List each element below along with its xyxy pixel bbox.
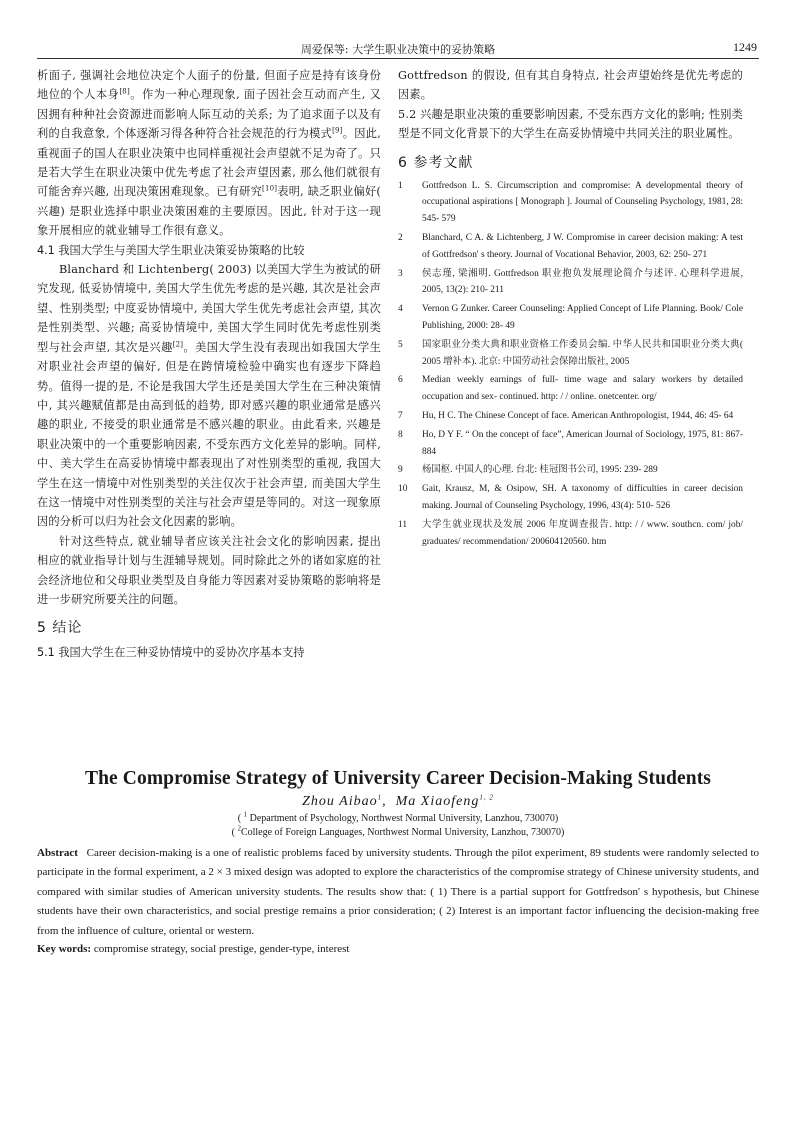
reference-item: 11 大学生就业现状及发展 2006 年度调查报告. http: / / www. southcn. com/ job/ graduates/ recommendation/ 200604120560. htm: [398, 519, 743, 547]
reference-list: [398, 178, 743, 551]
paragraph-face: 析面子, 强调社会地位决定个人面子的份量, 但面子应是持有该身份地位的个人本身[8]。作为一种心理现象, 面子因社会互动而产生, 又因拥有种种社会资源进而影响人际互动的关系; 为了追求面子以及有利的自我意象, 个体逐渐习得各种符合社会规范的行为模式[9]。因此, 重视面子的国人在职业决策中也同样重视社会声望就不足为奇了。只是若大学生在职业决策中优先考虑了社会声望因素, 那么他们就很有可能舍弃兴趣, 出现决策困难现象。已有研究[10]表明, 缺乏职业偏好( 兴趣) 是职业选择中职业决策困难的主要原因。因此, 针对于这一现象开展相应的就业辅导工作很有意义。: [37, 69, 382, 238]
subsection-5-2: 5.2 兴趣是职业决策的重要影响因素, 不受东西方文化的影响; 性别类型是不同文化背景下的大学生在高妥协情境中共同关注的职业属性。: [398, 107, 743, 141]
citation-10[interactable]: [10]: [262, 184, 278, 193]
reference-item: 8 Ho, D Y F. “ On the concept of face”, American Journal of Sociology, 1975, 81: 867- 884: [398, 429, 743, 457]
author-name: Ma Xiaofeng: [395, 794, 480, 809]
reference-item: 10 Gait, Krausz, M, & Osipow, SH. A taxonomy of difficulties in career decision making. Journal of Counseling Psychology, 1996, 43(4): 510- 526: [398, 484, 743, 511]
reference-item: 3 侯志瑾, 梁湘明. Gottfredson 职业抱负发展理论简介与述评. 心理科学进展, 2005, 13(2): 210- 211: [398, 268, 743, 296]
keywords: Key words: compromise strategy, social prestige, gender-type, interest: [37, 943, 350, 956]
right-column: [398, 66, 743, 552]
left-column: [37, 66, 381, 663]
citation-8[interactable]: [8]: [119, 87, 130, 96]
citation-2[interactable]: [2]: [172, 339, 184, 348]
paragraph-5-1-cont: Gottfredson 的假设, 但有其自身特点, 社会声望始终是优先考虑的因素。: [398, 69, 743, 102]
english-title: The Compromise Strategy of University Career Decision-Making Students: [85, 768, 711, 789]
affiliation-1: ( $^1$ Department of Psychology, Northwest Normal University, Lanzhou, 730070): [237, 810, 559, 824]
paragraph-comparison: Blanchard 和 Lichtenberg( 2003) 以美国大学生为被试的研究发现, 低妥协情境中, 美国大学生优先考虑的是兴趣, 其次是社会声望、性别类型; 中度妥协情境中, 美国大学生优先考虑社会声望, 其次是性别类型、兴趣; 高妥协情境中, 美国大学生同时优先考虑性别类型与社会声望, 其次是兴趣[2]。美国大学生没有表现出如我国大学生对职业社会声望的偏好, 但是在跨情境检验中确实也有逐步下降趋势。值得一提的是, 不论是我国大学生还是美国大学生在三种决策情中, 其兴趣赋值都是由高到低的趋势, 即对感兴趣的职业通常是感兴趣的职业, 不接受的职业通常是不感兴趣的职业。由此看来, 兴趣是职业决策中的一个重要影响因素, 不受东西方文化差异的影响。同样, 中、美大学生在高妥协情境中都表现出了对性别类型的重视, 我国大学生在这一情境中对性别类型的关注仅次于社会声望, 而美国大学生在这一情境中对性别类型的关注与社会声望是等同的。对这一现象原因的分析可以归为社会文化因素的影响。: [37, 263, 381, 529]
reference-item: 7 Hu, H C. The Chinese Concept of face. American Anthropologist, 1944, 46: 45- 64: [398, 410, 734, 421]
author-name: Zhou Aibao: [302, 794, 378, 809]
reference-item: 5 国家职业分类大典和职业资格工作委员会编. 中华人民共和国职业分类大典( 2005 增补本). 北京: 中国劳动社会保障出版社, 2005: [398, 339, 743, 367]
reference-item: 4 Vernon G Zunker. Career Counseling: Applied Concept of Life Planning. Book/ Cole Publishing, 2000: 28- 49: [398, 304, 743, 331]
subsection-5-1: 5.1 我国大学生在三种妥协情境中的妥协次序基本支持: [37, 646, 305, 660]
running-title: 周爱保等: 大学生职业决策中的妥协策略: [300, 43, 496, 56]
paragraph-recommendation: 针对这些特点, 就业辅导者应该关注社会文化的影响因素, 提出相应的就业指导计划与生涯辅导规划。同时除此之外的诸如家庭的社会经济地位和父母职业类型及自身能力等因素对妥协策略的影响将是进一步研究所要关注的问题。: [37, 534, 381, 606]
running-header: [37, 40, 759, 59]
affiliation-2: ( $^2$College of Foreign Languages, Northwest Normal University, Lanzhou, 730070): [231, 824, 565, 838]
section-5-heading: 5 结论: [37, 620, 83, 637]
page-number: 1249: [733, 40, 757, 54]
english-authors: Zhou Aibao$^1$, Ma Xiaofeng$^{1, 2}$: [302, 793, 494, 809]
abstract-text: Abstract Career decision-making is a one of realistic problems faced by university students. Through the pilot experiment, 89 students were randomly selected to participate in the formal experiment, a 2 × 3 mixed design was adopted to explore the characteristics of the compromise strategy of Chinese university students, and compared with similar studies of American university students. The results show that: ( 1) There is a partial support for Gottfredson' s hypothesis, but Chinese students have their own characteristics, and social prestige remains a prior consideration; ( 2) Interest is an important factor influencing the decision-making free from the influence of culture, oriental or western.: [37, 847, 759, 937]
citation-9[interactable]: [9]: [332, 126, 343, 135]
subsection-4-1: 4.1 我国大学生与美国大学生职业决策妥协策略的比较: [37, 243, 305, 257]
section-6-heading: 6 参考文献: [398, 154, 474, 171]
english-abstract-block: [37, 768, 759, 955]
reference-item: 1 Gottfredson L. S. Circumscription and compromise: A developmental theory of occupational aspirations [ Monograph ]. Journal of Counseling Psychology, 1981, 28: 545- 579: [398, 180, 743, 225]
reference-item: 2 Blanchard, C A. & Lichtenberg, J W. Compromise in career decision making: A test of Gottfredson' s theory. Journal of Vocational Behavior, 2003, 62: 250- 271: [398, 233, 743, 260]
reference-item: 9 杨国枢. 中国人的心理. 台北: 桂冠图书公司, 1995: 239- 289: [398, 465, 658, 476]
reference-item: 6 Median weekly earnings of full- time wage and salary workers by detailed occupation and sex- continued. http: / / online. onetcenter. org/: [398, 375, 743, 403]
